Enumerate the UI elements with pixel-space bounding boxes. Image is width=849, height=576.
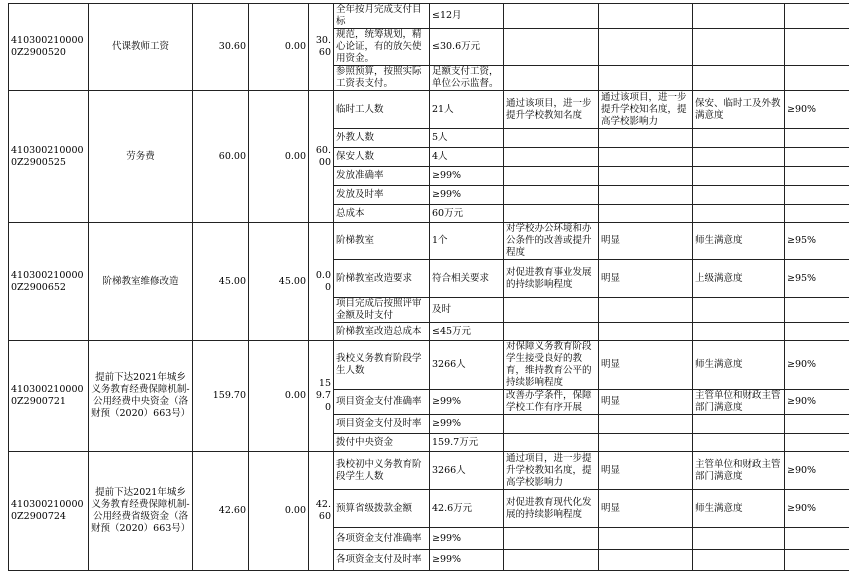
satisfaction-value	[785, 434, 849, 452]
project-code: 4103002100000Z2900724	[9, 452, 89, 571]
effect-indicator	[504, 186, 599, 205]
effect-value	[599, 129, 693, 148]
effect-value: 明显	[599, 490, 693, 528]
indicator-name: 项目资金支付及时率	[334, 415, 430, 434]
indicator-name: 阶梯教室改造要求	[334, 260, 430, 298]
indicator-name: 项目资金支付准确率	[334, 390, 430, 415]
table-row	[9, 223, 849, 260]
satisfaction-value: ≥90%	[785, 452, 849, 490]
satisfaction-indicator: 保安、临时工及外教满意度	[693, 91, 785, 129]
effect-value	[599, 4, 693, 29]
project-total: 45.00	[193, 223, 249, 341]
effect-indicator	[504, 205, 599, 223]
indicator-name: 保安人数	[334, 148, 430, 167]
satisfaction-indicator: 师生满意度	[693, 341, 785, 390]
effect-value: 明显	[599, 452, 693, 490]
satisfaction-indicator	[693, 148, 785, 167]
indicator-value: 3266人	[430, 341, 504, 390]
effect-indicator	[504, 434, 599, 452]
effect-value	[599, 66, 693, 91]
indicator-value: ≥99%	[430, 550, 504, 571]
indicator-name: 发放及时率	[334, 186, 430, 205]
project-value-a: 0.00	[249, 91, 309, 223]
satisfaction-indicator	[693, 186, 785, 205]
table-row	[9, 4, 849, 29]
satisfaction-value: ≥90%	[785, 341, 849, 390]
indicator-value: 符合相关要求	[430, 260, 504, 298]
satisfaction-indicator	[693, 434, 785, 452]
project-total: 30.60	[193, 4, 249, 91]
indicator-value: 4人	[430, 148, 504, 167]
effect-indicator	[504, 167, 599, 186]
indicator-value: ≥99%	[430, 167, 504, 186]
project-total: 42.60	[193, 452, 249, 571]
satisfaction-value	[785, 4, 849, 29]
satisfaction-indicator: 上级满意度	[693, 260, 785, 298]
project-value-a: 45.00	[249, 223, 309, 341]
project-code: 4103002100000Z2900652	[9, 223, 89, 341]
indicator-value: 42.6万元	[430, 490, 504, 528]
effect-value	[599, 550, 693, 571]
effect-value: 通过该项目，进一步提升学校知名度，提高学校影响力	[599, 91, 693, 129]
project-total: 60.00	[193, 91, 249, 223]
effect-indicator	[504, 528, 599, 550]
satisfaction-indicator	[693, 298, 785, 323]
satisfaction-indicator: 主管单位和财政主管部门满意度	[693, 390, 785, 415]
project-name: 劳务费	[89, 91, 193, 223]
effect-indicator	[504, 129, 599, 148]
effect-indicator: 通过该项目，进一步提升学校教知名度	[504, 91, 599, 129]
effect-value	[599, 415, 693, 434]
indicator-name: 各项资金支付准确率	[334, 528, 430, 550]
effect-indicator: 改善办学条件，保障学校工作有序开展	[504, 390, 599, 415]
satisfaction-value	[785, 129, 849, 148]
project-value-a: 0.00	[249, 341, 309, 452]
satisfaction-indicator: 师生满意度	[693, 223, 785, 260]
indicator-value: 及时	[430, 298, 504, 323]
effect-indicator	[504, 550, 599, 571]
satisfaction-indicator	[693, 4, 785, 29]
indicator-name: 各项资金支付及时率	[334, 550, 430, 571]
table-row	[9, 91, 849, 129]
effect-indicator	[504, 4, 599, 29]
table-row	[9, 341, 849, 390]
effect-indicator: 对促进教育现代化发展的持续影响程度	[504, 490, 599, 528]
indicator-name: 阶梯教室	[334, 223, 430, 260]
indicator-name: 拨付中央资金	[334, 434, 430, 452]
indicator-value: 3266人	[430, 452, 504, 490]
indicator-name: 全年按月完成支付目标	[334, 4, 430, 29]
indicator-value: ≥99%	[430, 186, 504, 205]
indicator-name: 我校初中义务教育阶段学生人数	[334, 452, 430, 490]
effect-value: 明显	[599, 223, 693, 260]
indicator-value: ≥99%	[430, 415, 504, 434]
satisfaction-indicator	[693, 415, 785, 434]
satisfaction-indicator	[693, 29, 785, 66]
effect-indicator	[504, 148, 599, 167]
indicator-name: 发放准确率	[334, 167, 430, 186]
project-value-b: 0.00	[309, 223, 334, 341]
effect-value: 明显	[599, 260, 693, 298]
satisfaction-indicator	[693, 66, 785, 91]
satisfaction-indicator	[693, 528, 785, 550]
satisfaction-value	[785, 205, 849, 223]
indicator-name: 项目完成后按照评审金额及时支付	[334, 298, 430, 323]
satisfaction-value	[785, 415, 849, 434]
satisfaction-value	[785, 550, 849, 571]
indicator-value: 21人	[430, 91, 504, 129]
satisfaction-value: ≥90%	[785, 390, 849, 415]
satisfaction-indicator: 主管单位和财政主管部门满意度	[693, 452, 785, 490]
effect-value	[599, 148, 693, 167]
effect-indicator	[504, 415, 599, 434]
satisfaction-indicator: 师生满意度	[693, 490, 785, 528]
satisfaction-indicator	[693, 323, 785, 341]
indicator-value: 足额支付工资，单位公示监督。	[430, 66, 504, 91]
indicator-name: 临时工人数	[334, 91, 430, 129]
satisfaction-value	[785, 298, 849, 323]
effect-indicator	[504, 298, 599, 323]
satisfaction-value	[785, 528, 849, 550]
project-value-b: 42.60	[309, 452, 334, 571]
indicator-name: 总成本	[334, 205, 430, 223]
indicator-name: 外教人数	[334, 129, 430, 148]
effect-value	[599, 167, 693, 186]
satisfaction-value	[785, 186, 849, 205]
satisfaction-value: ≥90%	[785, 91, 849, 129]
effect-value: 明显	[599, 341, 693, 390]
satisfaction-value	[785, 323, 849, 341]
indicator-value: 60万元	[430, 205, 504, 223]
satisfaction-value	[785, 167, 849, 186]
project-value-b: 60.00	[309, 91, 334, 223]
table-row	[9, 452, 849, 490]
effect-value	[599, 298, 693, 323]
effect-value	[599, 29, 693, 66]
indicator-value: ≤30.6万元	[430, 29, 504, 66]
project-code: 4103002100000Z2900721	[9, 341, 89, 452]
satisfaction-value	[785, 148, 849, 167]
satisfaction-indicator	[693, 129, 785, 148]
project-total: 159.70	[193, 341, 249, 452]
effect-indicator: 对保障义务教育阶段学生接受良好的教育，维持教育公平的持续影响程度	[504, 341, 599, 390]
effect-value	[599, 205, 693, 223]
project-name: 代课教师工资	[89, 4, 193, 91]
effect-value: 明显	[599, 390, 693, 415]
effect-indicator	[504, 66, 599, 91]
project-value-b: 30.60	[309, 4, 334, 91]
project-code: 4103002100000Z2900520	[9, 4, 89, 91]
effect-indicator: 对促进教育事业发展的持续影响程度	[504, 260, 599, 298]
effect-value	[599, 434, 693, 452]
satisfaction-indicator	[693, 550, 785, 571]
indicator-value: ≤45万元	[430, 323, 504, 341]
project-name: 提前下达2021年城乡义务教育经费保障机制-公用经费省级资金（洛财预（2020）663号）	[89, 452, 193, 571]
indicator-name: 我校义务教育阶段学生人数	[334, 341, 430, 390]
project-value-b: 159.70	[309, 341, 334, 452]
indicator-value: ≥99%	[430, 528, 504, 550]
project-value-a: 0.00	[249, 452, 309, 571]
performance-table	[8, 3, 849, 571]
indicator-name: 参照预算，按照实际工资表支付。	[334, 66, 430, 91]
effect-indicator: 通过项目，进一步提升学校教知名度，提高学校影响力	[504, 452, 599, 490]
satisfaction-value: ≥95%	[785, 260, 849, 298]
project-code: 4103002100000Z2900525	[9, 91, 89, 223]
indicator-name: 预算省级拨款金额	[334, 490, 430, 528]
satisfaction-value: ≥95%	[785, 223, 849, 260]
table-body	[9, 4, 849, 571]
effect-indicator	[504, 323, 599, 341]
indicator-value: ≥99%	[430, 390, 504, 415]
effect-indicator	[504, 29, 599, 66]
effect-value	[599, 186, 693, 205]
effect-value	[599, 323, 693, 341]
project-value-a: 0.00	[249, 4, 309, 91]
indicator-value: 159.7万元	[430, 434, 504, 452]
indicator-name: 阶梯教室改造总成本	[334, 323, 430, 341]
satisfaction-value	[785, 66, 849, 91]
effect-indicator: 对学校办公环境和办公条件的改善或提升程度	[504, 223, 599, 260]
satisfaction-indicator	[693, 205, 785, 223]
project-name: 阶梯教室维修改造	[89, 223, 193, 341]
effect-value	[599, 528, 693, 550]
indicator-value: 1个	[430, 223, 504, 260]
indicator-value: ≤12月	[430, 4, 504, 29]
indicator-name: 规范，统筹规划，精心论证，有的放矢使用资金。	[334, 29, 430, 66]
satisfaction-value: ≥90%	[785, 490, 849, 528]
indicator-value: 5人	[430, 129, 504, 148]
project-name: 提前下达2021年城乡义务教育经费保障机制-公用经费中央资金（洛财预（2020）663号）	[89, 341, 193, 452]
satisfaction-indicator	[693, 167, 785, 186]
satisfaction-value	[785, 29, 849, 66]
